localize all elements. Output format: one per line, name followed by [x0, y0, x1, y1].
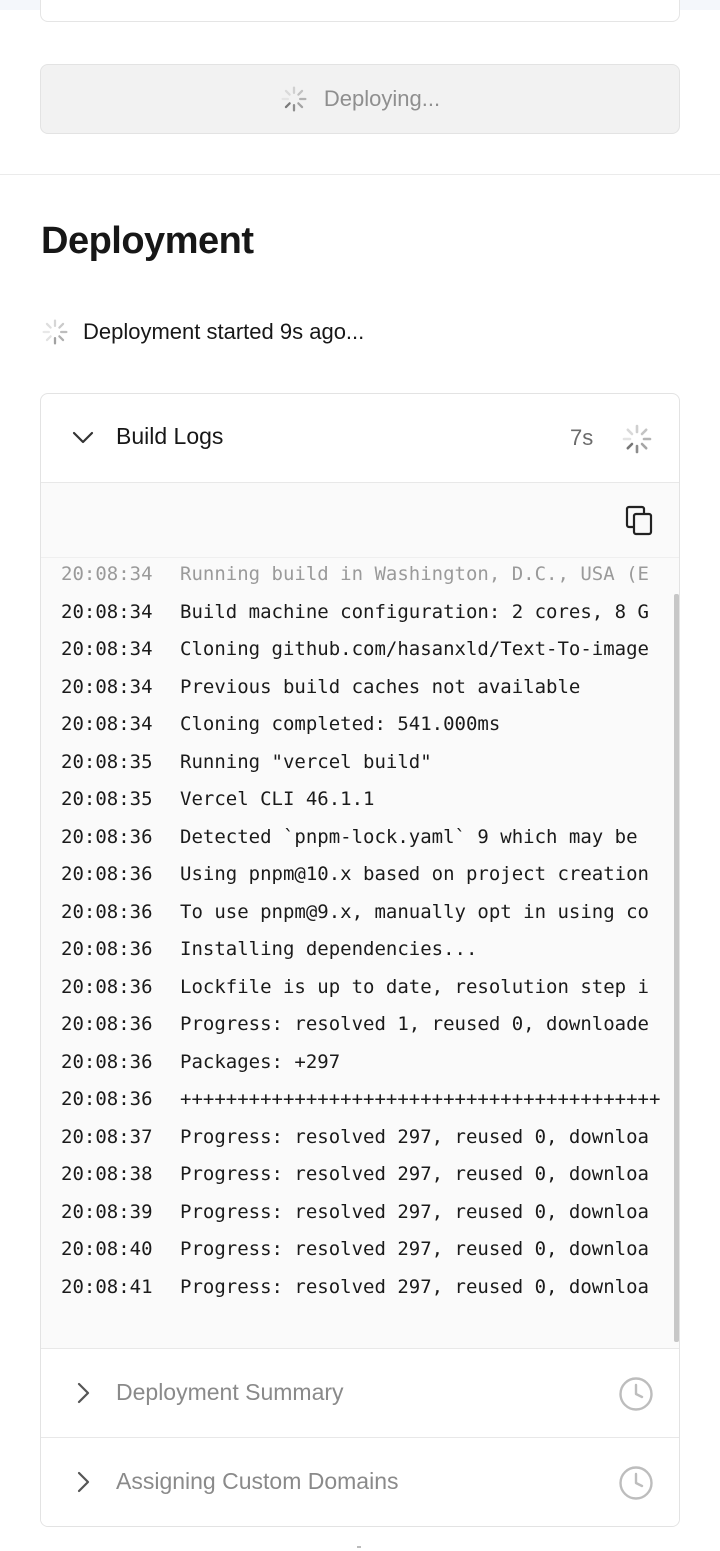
build-logs-title: Build Logs	[116, 423, 224, 449]
spinner-icon	[621, 423, 653, 455]
log-line	[61, 901, 649, 923]
log-message: Cloning completed: 541.000ms	[180, 713, 501, 735]
log-message: Vercel CLI 46.1.1	[180, 788, 375, 810]
log-timestamp: 20:08:36	[61, 1088, 153, 1110]
log-timestamp: 20:08:36	[61, 863, 153, 885]
log-timestamp: 20:08:34	[61, 713, 153, 735]
log-message: To use pnpm@9.x, manually opt in using co	[180, 900, 649, 923]
log-timestamp: 20:08:36	[61, 975, 153, 998]
log-line	[61, 1126, 649, 1148]
build-logs-card	[40, 393, 680, 1527]
deployment-heading: Deployment	[41, 220, 254, 262]
log-message: Progress: resolved 1, reused 0, downloade	[180, 1013, 649, 1035]
log-message: Previous build caches not available	[180, 675, 581, 698]
log-message: Progress: resolved 297, reused 0, downloa	[180, 1125, 649, 1148]
log-line	[61, 601, 649, 623]
chevron-down-icon[interactable]	[70, 424, 96, 450]
log-timestamp: 20:08:34	[61, 638, 153, 660]
log-message: Lockfile is up to date, resolution step i	[180, 975, 649, 998]
log-line	[61, 1051, 340, 1073]
log-line	[61, 863, 649, 885]
log-timestamp: 20:08:36	[61, 900, 153, 923]
build-logs-header[interactable]	[41, 394, 679, 483]
log-message: Progress: resolved 297, reused 0, downloa	[180, 1238, 649, 1260]
log-timestamp: 20:08:37	[61, 1125, 153, 1148]
step-label: Assigning Custom Domains	[116, 1468, 399, 1494]
log-message: Progress: resolved 297, reused 0, downloa	[180, 1200, 649, 1223]
log-timestamp: 20:08:35	[61, 788, 153, 810]
log-timestamp: 20:08:36	[61, 1013, 153, 1035]
build-logs-elapsed: 7s	[570, 425, 594, 450]
deploying-button-label: Deploying...	[323, 86, 441, 111]
log-timestamp: 20:08:35	[61, 750, 153, 773]
log-line	[61, 713, 500, 735]
step-assigning-custom-domains[interactable]	[41, 1437, 679, 1526]
step-deployment-summary[interactable]	[41, 1348, 679, 1437]
log-timestamp: 20:08:36	[61, 1050, 153, 1073]
deployment-status	[41, 318, 364, 346]
log-timestamp: 20:08:41	[61, 1275, 153, 1298]
log-message: Running "vercel build"	[180, 750, 432, 773]
log-line	[61, 826, 638, 848]
spinner-icon	[280, 85, 308, 113]
log-line	[61, 1238, 649, 1260]
log-line	[61, 1276, 649, 1298]
log-timestamp: 20:08:34	[61, 600, 153, 623]
log-message: ++++++++++++++++++++++++++++++++++++++++++	[180, 1088, 661, 1110]
chevron-right-icon[interactable]	[72, 1469, 94, 1495]
section-divider	[0, 174, 720, 175]
log-line	[61, 676, 580, 698]
log-timestamp: 20:08:36	[61, 938, 153, 960]
log-line	[61, 788, 374, 810]
log-message: Cloning github.com/hasanxld/Text-To-image	[180, 638, 649, 660]
spinner-icon	[41, 318, 69, 346]
log-message: Progress: resolved 297, reused 0, downloa	[180, 1163, 649, 1185]
log-line	[61, 938, 477, 960]
log-line	[61, 751, 432, 773]
copy-icon[interactable]	[625, 505, 655, 537]
log-message: Installing dependencies...	[180, 938, 478, 960]
log-line	[61, 638, 649, 660]
log-message: Running build in Washington, D.C., USA (E	[180, 563, 649, 585]
clock-icon	[618, 1465, 654, 1501]
log-timestamp: 20:08:38	[61, 1163, 153, 1185]
deploying-button[interactable]	[40, 64, 680, 134]
vertical-scrollbar[interactable]	[674, 594, 679, 1342]
log-output[interactable]	[41, 558, 679, 1348]
previous-card	[40, 0, 680, 22]
log-line	[61, 1088, 660, 1110]
log-line	[61, 1013, 649, 1035]
step-label: Deployment Summary	[116, 1379, 344, 1405]
log-message: Using pnpm@10.x based on project creation	[180, 863, 649, 885]
log-timestamp: 20:08:34	[61, 675, 153, 698]
log-line	[61, 976, 649, 998]
log-line	[61, 563, 649, 585]
log-message: Build machine configuration: 2 cores, 8 G	[180, 600, 649, 623]
log-message: Packages: +297	[180, 1050, 341, 1073]
log-line	[61, 1163, 649, 1185]
log-timestamp: 20:08:40	[61, 1238, 153, 1260]
log-message: Progress: resolved 297, reused 0, downloa	[180, 1275, 649, 1298]
clock-icon	[618, 1376, 654, 1412]
log-line	[61, 1201, 649, 1223]
logs-toolbar	[41, 483, 679, 558]
log-timestamp: 20:08:34	[61, 563, 153, 585]
chevron-right-icon[interactable]	[72, 1380, 94, 1406]
deployment-status-text: Deployment started 9s ago...	[83, 319, 365, 344]
log-timestamp: 20:08:36	[61, 825, 153, 848]
log-timestamp: 20:08:39	[61, 1200, 153, 1223]
log-message: Detected `pnpm-lock.yaml` 9 which may be	[180, 825, 638, 848]
page-bottom-mark	[357, 1546, 361, 1548]
